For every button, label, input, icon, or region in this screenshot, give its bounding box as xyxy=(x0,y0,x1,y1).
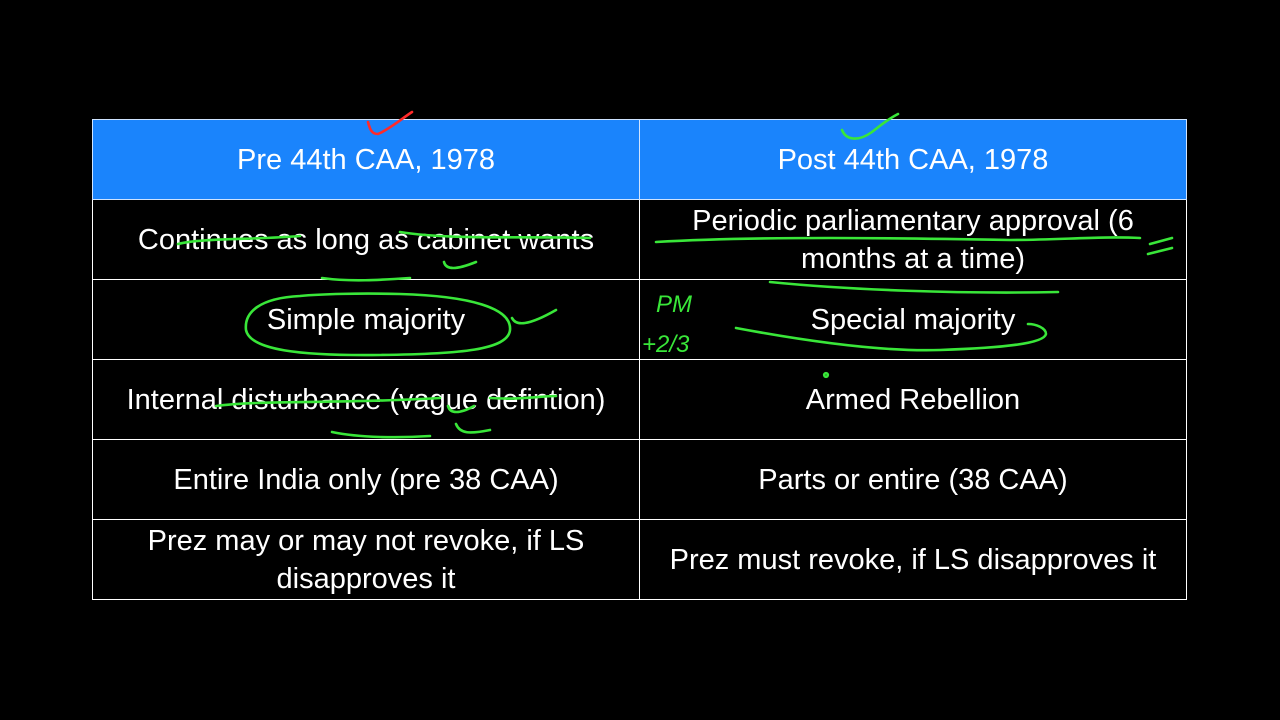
header-post-44th: Post 44th CAA, 1978 xyxy=(640,120,1187,200)
cell-pre-revocation: Prez may or may not revoke, if LS disapproves it xyxy=(93,520,640,600)
comparison-table xyxy=(92,119,1187,600)
cell-post-grounds: Armed Rebellion xyxy=(640,360,1187,440)
header-pre-44th: Pre 44th CAA, 1978 xyxy=(93,120,640,200)
handwritten-pm: PM xyxy=(656,291,692,318)
cell-post-extent: Parts or entire (38 CAA) xyxy=(640,440,1187,520)
table-row xyxy=(93,440,1187,520)
handwritten-two-thirds: +2/3 xyxy=(642,331,690,358)
cell-post-revocation: Prez must revoke, if LS disapproves it xyxy=(640,520,1187,600)
table-row xyxy=(93,200,1187,280)
table-row xyxy=(93,360,1187,440)
cell-post-majority: Special majority xyxy=(640,280,1187,360)
table-row xyxy=(93,520,1187,600)
cell-pre-extent: Entire India only (pre 38 CAA) xyxy=(93,440,640,520)
cell-post-duration: Periodic parliamentary approval (6 months at a time) xyxy=(640,200,1187,280)
table-header-row xyxy=(93,120,1187,200)
cell-pre-majority: Simple majority xyxy=(93,280,640,360)
cell-pre-grounds: Internal disturbance (vague defintion) xyxy=(93,360,640,440)
table-row xyxy=(93,280,1187,360)
cell-pre-duration: Continues as long as cabinet wants xyxy=(93,200,640,280)
